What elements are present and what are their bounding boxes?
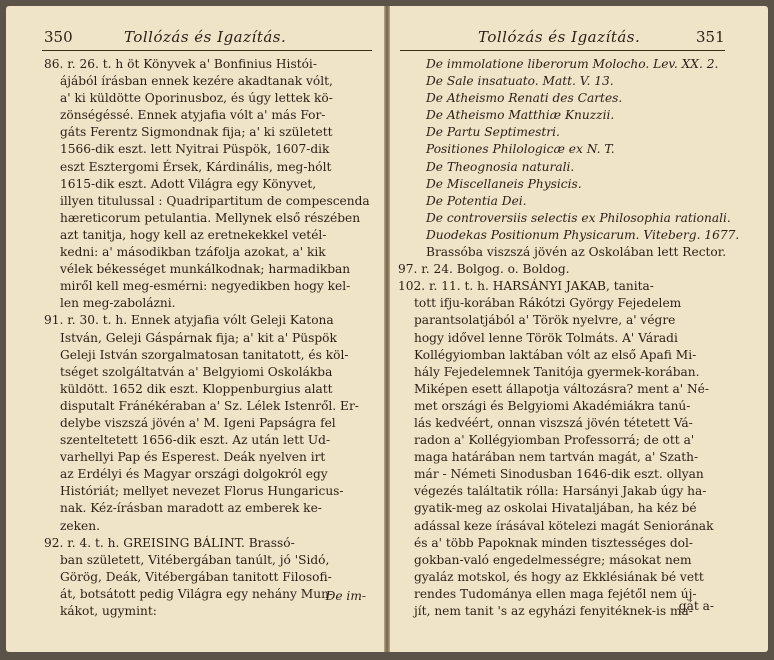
text-line: varhellyi Pap és Esperest. Deák nyelven irt [60, 450, 326, 465]
text-line: az Erdélyi és Magyar országi dolgokról egy [60, 467, 328, 482]
page-number: 350 [44, 28, 73, 46]
text-line: met országi és Belgyiomi Akadémiákra tanú- [414, 398, 691, 413]
text-line: át, botsátott pedig Világra egy nehány Mun- [60, 586, 334, 601]
text-line: len meg-zabolázni. [60, 296, 176, 311]
text-line: De Partu Septimestri. [426, 125, 560, 140]
page-number: 351 [696, 28, 725, 46]
text-line: gokban-való engedelmességre; másokat nem [414, 552, 692, 567]
text-line: végezés találtatik rólla: Harsányi Jakab úgy ha- [414, 484, 707, 499]
text-line: hály Fejedelemnek Tanitója gyermek-korában. [414, 364, 700, 379]
text-line: De immolatione liberorum Molocho. Lev. XX. 2. [426, 57, 719, 71]
text-line: Geleji István szorgalmatosan tanitatott, és köl- [60, 347, 349, 362]
text-line: 102. r. 11. t. h. HARSÁNYI JAKAB, tanita- [398, 279, 654, 294]
text-line: gáts Ferentz Sigmondnak fija; a' ki született [60, 125, 333, 140]
text-line: hæreticorum petulantia. Mellynek első részében [60, 210, 361, 225]
text-line: parantsolatjából a' Török nyelvre, a' végre [414, 313, 676, 328]
text-line: küldött. 1652 dik eszt. Kloppenburgius alatt [60, 381, 333, 396]
text-line: 97. r. 24. Bolgog. o. Boldog. [398, 262, 570, 277]
text-line: delybe viszszá jövén a' M. Igeni Papságra fel [60, 415, 336, 430]
text-line: De Miscellaneis Physicis. [426, 176, 582, 191]
left-page [6, 6, 384, 652]
text-line: Duodekas Positionum Physicarum. Viteberg. 1677. [426, 227, 740, 242]
text-line: De controversiis selectis ex Philosophia rationali. [426, 210, 731, 225]
text-line: disputalt Fránékéraban a' Sz. Lélek Istenről. Er- [60, 398, 359, 413]
text-line: tott ifju-korában Rákótzi György Fejedelem [414, 296, 682, 311]
text-line: azt tanitja, hogy kell az eretnekekkel vetél- [60, 227, 327, 242]
text-line: 91. r. 30. t. h. Ennek atyjafia vólt Geleji Katona [44, 313, 334, 328]
text-line: eszt Esztergomi Érsek, Kárdinális, meg-hólt [60, 159, 332, 174]
text-line: hogy idővel lenne Török Tolmáts. A' Váradi [414, 330, 678, 345]
text-line: tséget szolgáltatván a' Belgyiomi Oskolákba [60, 364, 333, 379]
catchword: De im- [325, 589, 366, 603]
text-line: Positiones Philologicæ ex N. T. [426, 142, 615, 157]
text-line: radon a' Kollégyiomban Professorrá; de ott a' [414, 433, 695, 448]
running-header: Tollózás és Igazítás. [478, 28, 641, 46]
text-line: Görög, Deák, Vitébergában tanitott Filosofi- [60, 569, 332, 584]
text-line: 86. r. 26. t. h öt Könyvek a' Bonfinius Histói- [44, 57, 317, 71]
text-line: ban született, Vitébergában tanúlt, jó 'Sidó, [60, 552, 330, 567]
text-line: Brassóba viszszá jövén az Oskolában lett Rector. [426, 245, 727, 260]
text-line: rendes Tudománya ellen maga fejétől nem új- [414, 586, 697, 601]
header-rule [400, 50, 725, 51]
text-line: Miképen esett állapotja változásra? ment a' Né- [414, 381, 709, 396]
text-line: Kollégyiomban laktában vólt az első Apafi Mi- [414, 347, 697, 362]
text-line: zönségéssé. Ennek atyjafia vólt a' más For- [60, 108, 326, 123]
text-line: kedni: a' másodikban tzáfolja azokat, a' kik [60, 245, 326, 260]
text-line: nak. Kéz-írásban maradott az emberek ke- [60, 501, 322, 516]
text-line: 1615-dik eszt. Adott Világra egy Könyvet, [60, 176, 317, 191]
text-line: már - Németi Sinodusban 1646-dik eszt. ollyan [414, 467, 704, 482]
text-line: miről kell meg-esmérni: negyedikben hogy kel- [60, 279, 351, 294]
text-line: István, Geleji Gáspárnak fija; a' kit a' Püspök [60, 330, 337, 345]
text-line: illyen titulussal : Quadripartitum de compescenda [60, 193, 370, 208]
text-line: De Atheismo Matthiæ Knuzzii. [426, 108, 615, 123]
text-line: De Atheismo Renati des Cartes. [426, 91, 623, 106]
text-line: és a' több Papoknak minden tisztességes dol- [414, 535, 694, 550]
text-line: Históriát; mellyet nevezet Florus Hungaricus- [60, 484, 344, 499]
text-line: adással keze írásával kötelezi magát Seniorának [414, 518, 714, 533]
catchword: gát a- [678, 599, 714, 613]
text-line: jít, nem tanit 's az egyházi fenyitéknek-is ma- [414, 604, 693, 618]
text-line: De Potentia Dei. [426, 193, 527, 208]
text-line: 1566-dik eszt. lett Nyitrai Püspök, 1607-dik [60, 142, 330, 157]
header-rule [42, 50, 372, 51]
text-line: kákot, ugymint: [60, 604, 157, 618]
text-block [44, 56, 374, 620]
text-line: gyaláz motskol, és hogy az Ekklésiának bé vett [414, 569, 704, 584]
text-block [398, 56, 740, 620]
text-line: 92. r. 4. t. h. GREISING BÁLINT. Brassó- [44, 535, 295, 550]
text-line: De Sale insatuato. Matt. V. 13. [426, 74, 614, 89]
running-header: Tollózás és Igazítás. [124, 28, 287, 46]
text-line: szenteltetett 1656-dik eszt. Az után lett Ud- [60, 433, 331, 448]
text-line: maga határában nem tartván magát, a' Szath- [414, 450, 699, 465]
text-line: De Theognosia naturali. [426, 159, 575, 174]
text-line: zeken. [60, 518, 100, 533]
text-line: lás kedvéért, onnan viszszá jövén tétetett Vá- [414, 415, 693, 430]
text-line: a' ki küldötte Oporinusboz, és úgy lettek kö- [60, 91, 333, 106]
text-line: gyatik-meg az oskolai Hivataljában, ha kéz bé [414, 501, 697, 516]
text-line: ájából írásban ennek kezére akadtanak vólt, [60, 74, 333, 89]
text-line: vélek békességet munkálkodnak; harmadikban [60, 262, 351, 277]
right-page [390, 6, 768, 652]
